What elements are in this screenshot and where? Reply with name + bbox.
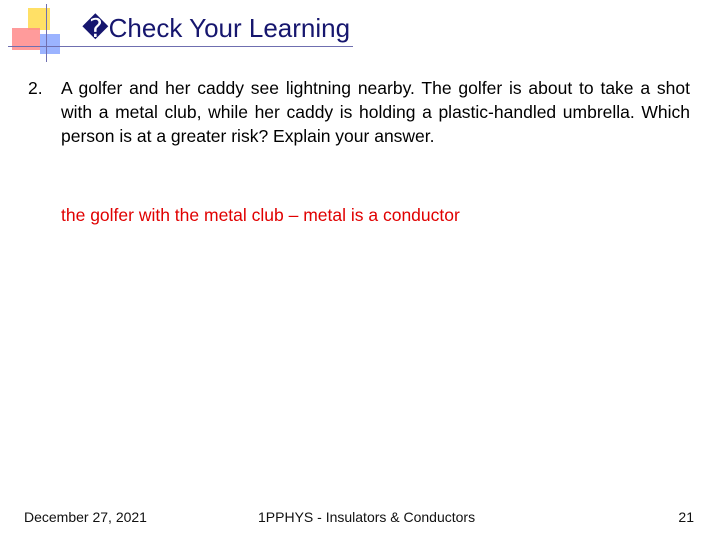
footer-page-number: 21: [678, 509, 694, 525]
footer-date: December 27, 2021: [24, 509, 147, 525]
decorative-vertical-line: [46, 4, 47, 62]
question-number: 2.: [28, 78, 43, 98]
footer-course: 1PPHYS - Insulators & Conductors: [258, 509, 476, 525]
question-block: [28, 76, 690, 148]
question-text: A golfer and her caddy see lightning nearby. The golfer is about to take a shot with a metal club, while her caddy is holding a plastic-handled umbrella. Which person is at a greater risk? Explain your answer.: [61, 78, 690, 146]
answer-text: the golfer with the metal club – metal is a conductor: [61, 205, 460, 225]
title-underline: [8, 46, 353, 47]
slide-title: �Check Your Learning: [82, 13, 351, 43]
decorative-square-blue: [40, 34, 60, 54]
